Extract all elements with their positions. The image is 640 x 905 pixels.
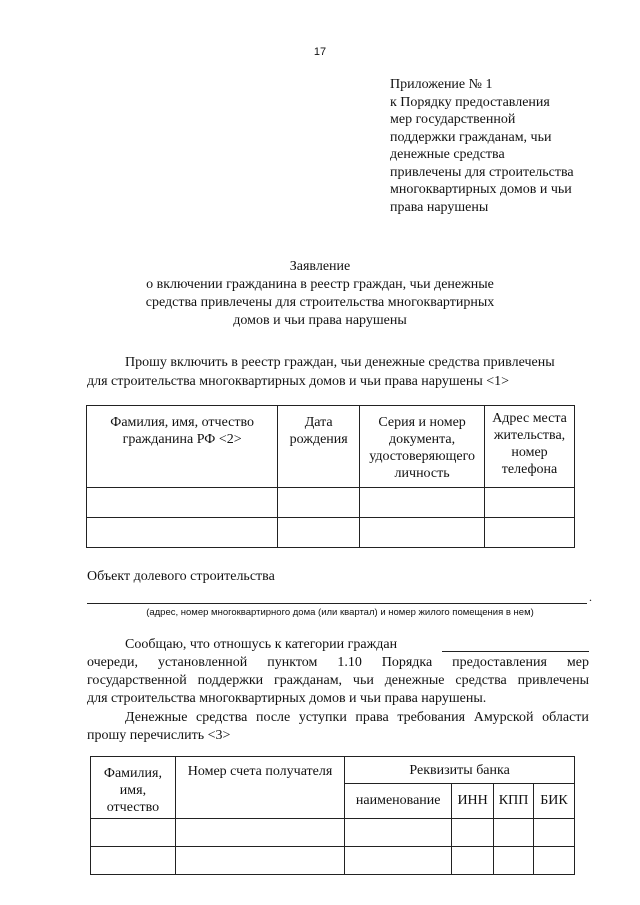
title-line: домов и чьи права нарушены (233, 313, 407, 328)
title-line: о включении гражданина в реестр граждан, чьи денежные (146, 277, 494, 292)
word: Денежные (125, 710, 188, 725)
cell-empty[interactable] (485, 518, 575, 548)
bank-table (90, 756, 575, 875)
word: привлечены (517, 673, 589, 688)
title-line: средства привлечены для строительства многоквартирных (145, 295, 495, 310)
word: денежные (384, 673, 445, 688)
appendix-line: мер государственной (390, 112, 516, 127)
cell-empty[interactable] (345, 847, 452, 875)
cell-empty[interactable] (452, 847, 494, 875)
word: чьи (352, 673, 374, 688)
cell-empty[interactable] (534, 847, 575, 875)
word: 1.10 (337, 655, 362, 670)
cell-empty[interactable] (175, 847, 344, 875)
subheader-kpp: КПП (494, 783, 534, 818)
transfer-line-2: прошу перечислить <3> (87, 728, 231, 743)
word: мер (566, 655, 589, 670)
request-line-2: для строительства многоквартирных домов и чьи права нарушены <1> (87, 374, 510, 389)
word: государственной (87, 673, 187, 688)
word: гражданам, (274, 673, 343, 688)
header-full-name: Фамилия, имя, отчество гражданина РФ <2> (87, 406, 278, 488)
table-row (87, 518, 575, 548)
appendix-line: многоквартирных домов и чьи (390, 182, 572, 197)
word: права (355, 710, 389, 725)
table-row (87, 488, 575, 518)
word: установленной (157, 655, 248, 670)
cell-empty[interactable] (534, 819, 575, 847)
cell-empty[interactable] (485, 488, 575, 518)
category-line-3 (87, 672, 589, 690)
cell-empty[interactable] (360, 488, 485, 518)
cell-empty[interactable] (452, 819, 494, 847)
header-birth-date: Дата рождения (278, 406, 360, 488)
application-title (0, 258, 640, 330)
header-bank-details: Реквизиты банка (345, 757, 575, 784)
header-id-document: Серия и номер документа, удостоверяющего личность (360, 406, 485, 488)
cell-empty[interactable] (87, 518, 278, 548)
cell-empty[interactable] (175, 819, 344, 847)
appendix-line: поддержки гражданам, чьи (390, 129, 552, 145)
category-line-2 (87, 654, 589, 672)
word: Порядка (381, 655, 433, 670)
object-dot: . (589, 590, 592, 604)
object-address-line[interactable] (87, 603, 587, 604)
appendix-line: Приложение № 1 (390, 77, 493, 92)
word: области (542, 710, 589, 725)
word: Амурской (473, 710, 534, 725)
subheader-bank-name: наименование (345, 783, 452, 818)
subheader-inn: ИНН (452, 783, 494, 818)
object-hint: (адрес, номер многоквартирного дома (или квартал) и номер жилого помещения в нем) (146, 607, 534, 618)
request-line-1: Прошу включить в реестр граждан, чьи денежные средства привлечены (125, 355, 555, 370)
page-number: 17 (313, 46, 327, 58)
category-input-line[interactable] (442, 651, 589, 652)
cell-empty[interactable] (360, 518, 485, 548)
table-header-row (91, 757, 575, 784)
cell-empty[interactable] (91, 819, 176, 847)
appendix-line: денежные средства (390, 147, 505, 162)
cell-empty[interactable] (494, 819, 534, 847)
word: после (256, 710, 291, 725)
category-line-4: для строительства многоквартирных домов и чьи права нарушены. (87, 691, 487, 706)
table-row (91, 847, 575, 875)
word: средства (455, 673, 507, 688)
word: требования (397, 710, 466, 725)
object-label: Объект долевого строительства (87, 569, 275, 584)
citizen-table (86, 405, 575, 548)
cell-empty[interactable] (87, 488, 278, 518)
word: очереди, (87, 655, 139, 670)
word: предоставления (452, 655, 547, 670)
header-address-phone: Адрес места жительства, номер телефона (485, 406, 575, 488)
table-header-row (87, 406, 575, 488)
title-line: Заявление (289, 259, 351, 274)
word: пунктом (267, 655, 318, 670)
word: уступки (298, 710, 347, 725)
appendix-line: к Порядку предоставления (390, 94, 550, 110)
cell-empty[interactable] (494, 847, 534, 875)
word: средства (196, 710, 248, 725)
category-line-1: Сообщаю, что отношусь к категории граждан (125, 637, 398, 652)
cell-empty[interactable] (345, 819, 452, 847)
header-account: Номер счета получателя (175, 757, 344, 819)
appendix-line: права нарушены (390, 199, 489, 215)
table-row (91, 819, 575, 847)
cell-empty[interactable] (278, 518, 360, 548)
word: поддержки (197, 673, 264, 688)
transfer-line-1 (125, 709, 589, 727)
subheader-bik: БИК (534, 783, 575, 818)
header-name: Фамилия, имя, отчество (91, 757, 176, 819)
appendix-line: привлечены для строительства (390, 164, 574, 180)
cell-empty[interactable] (91, 847, 176, 875)
appendix-block (390, 76, 620, 216)
cell-empty[interactable] (278, 488, 360, 518)
